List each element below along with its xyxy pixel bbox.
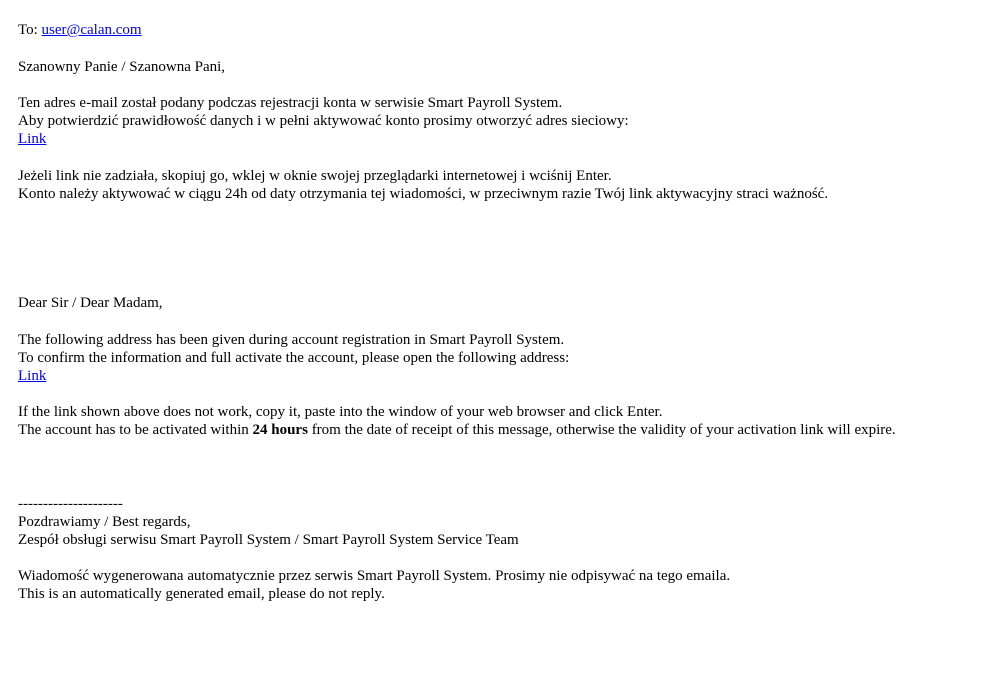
signature-regards: Pozdrawiamy / Best regards, — [18, 514, 191, 530]
signature-team: Zespół obsługi serwisu Smart Payroll System / Smart Payroll System Service Team — [18, 532, 519, 548]
polish-link-line — [18, 130, 46, 148]
english-link-line — [18, 367, 46, 385]
polish-greeting: Szanowny Panie / Szanowna Pani, — [18, 59, 226, 75]
expiry-text-pre: The account has to be activated within — [18, 422, 253, 438]
english-paragraph1-line2: To confirm the information and full activate the account, please open the following address: — [18, 350, 570, 366]
english-greeting: Dear Sir / Dear Madam, — [18, 295, 163, 311]
english-activation-link[interactable]: Link — [18, 368, 47, 384]
recipient-line — [18, 21, 142, 39]
signature-separator: --------------------- — [18, 496, 123, 512]
polish-paragraph2-line1: Jeżeli link nie zadziała, skopiuj go, wklej w oknie swojej przeglądarki internetowej i wciśnij Enter. — [18, 168, 612, 184]
polish-activation-link[interactable]: Link — [18, 131, 47, 147]
polish-paragraph1-line2: Aby potwierdzić prawidłowość danych i w pełni aktywować konto prosimy otworzyć adres sieciowy: — [18, 113, 629, 129]
polish-paragraph2-line2: Konto należy aktywować w ciągu 24h od daty otrzymania tej wiadomości, w przeciwnym razie Twój link aktywacyjny straci ważność. — [18, 186, 829, 202]
english-paragraph2-line2 — [18, 421, 896, 439]
to-label: To: — [18, 22, 42, 38]
recipient-email-link[interactable]: user@calan.com — [41, 22, 142, 38]
english-paragraph2-line1: If the link shown above does not work, copy it, paste into the window of your web browser and click Enter. — [18, 404, 663, 420]
polish-paragraph1-line1: Ten adres e-mail został podany podczas rejestracji konta w serwisie Smart Payroll System. — [18, 95, 563, 111]
auto-notice-english: This is an automatically generated email, please do not reply. — [18, 586, 385, 602]
expiry-duration: 24 hours — [252, 422, 308, 438]
expiry-text-post: from the date of receipt of this message, otherwise the validity of your activation link will expire. — [307, 422, 896, 438]
auto-notice-polish: Wiadomość wygenerowana automatycznie przez serwis Smart Payroll System. Prosimy nie odpisywać na tego emaila. — [18, 568, 731, 584]
english-paragraph1-line1: The following address has been given during account registration in Smart Payroll System. — [18, 332, 565, 348]
